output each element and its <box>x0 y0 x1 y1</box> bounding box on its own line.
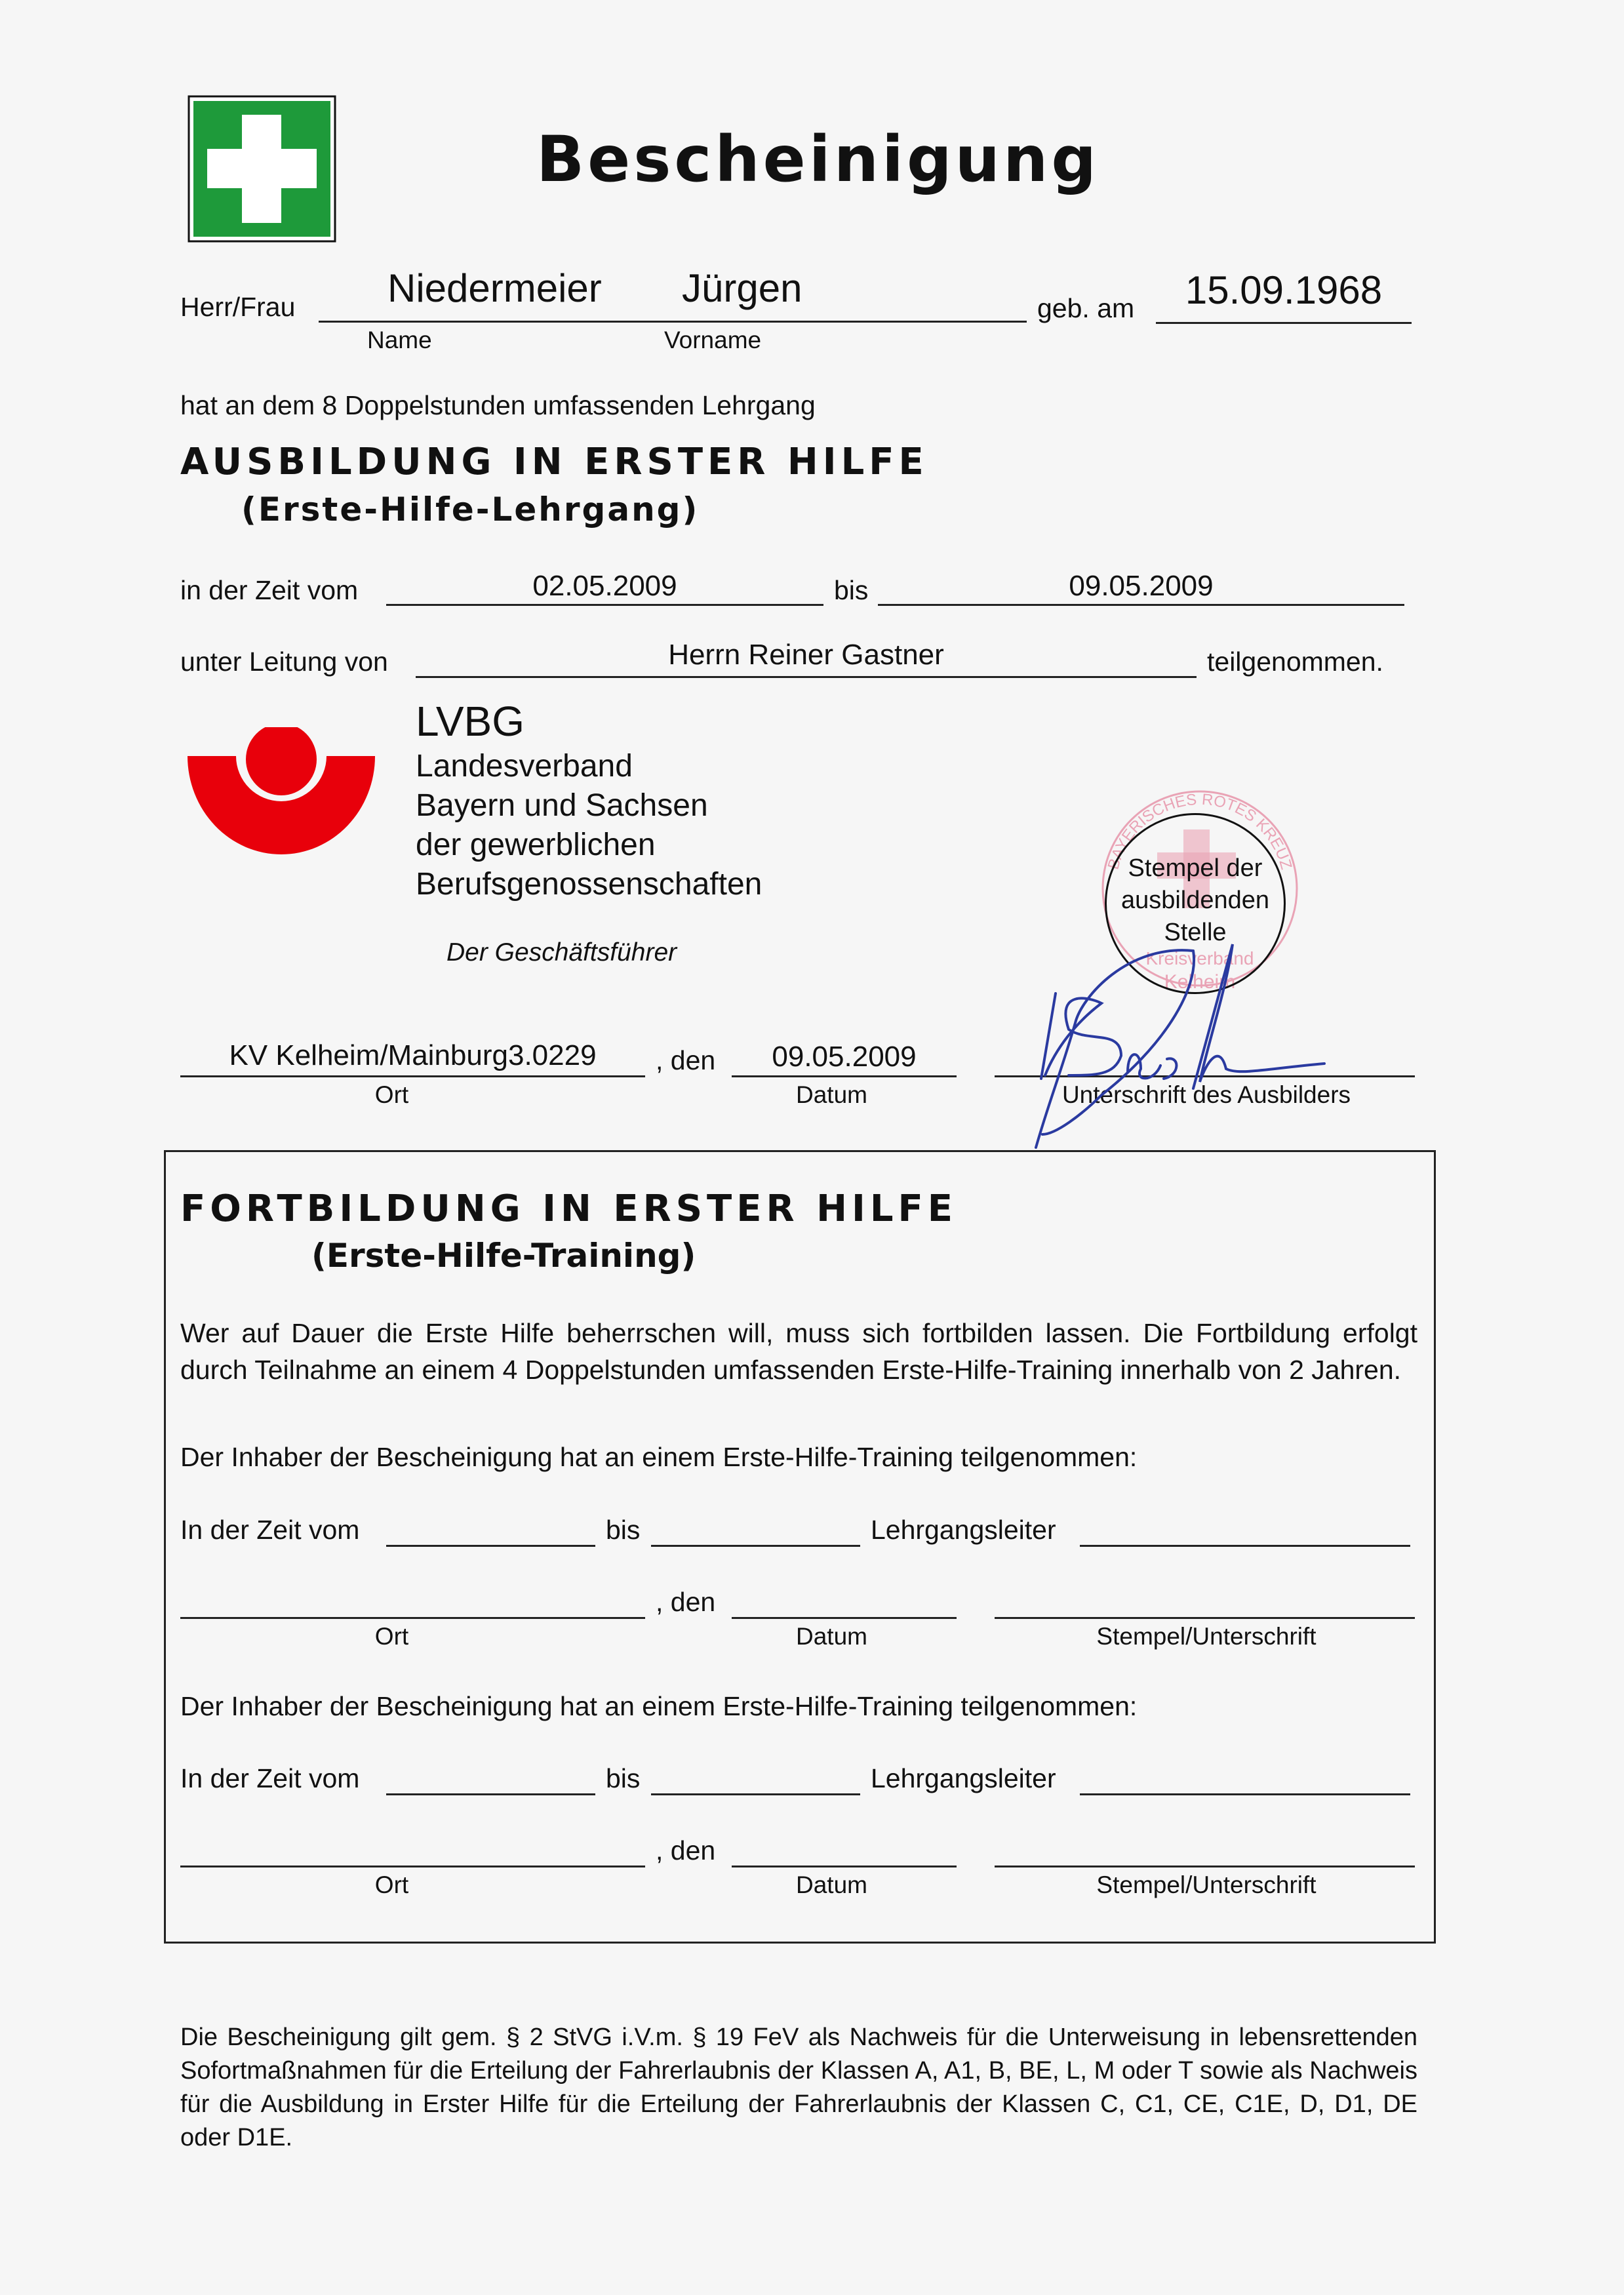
stamp-line: ausbildenden <box>1120 887 1270 914</box>
period-label: In der Zeit vom <box>180 1763 360 1793</box>
last-name-value: Niedermeier <box>387 266 602 310</box>
to-date-line <box>878 604 1404 606</box>
name-label: Name <box>367 327 432 353</box>
date-field[interactable] <box>732 1617 957 1619</box>
lead-label: unter Leitung von <box>180 647 388 677</box>
first-name-label: Vorname <box>664 327 762 353</box>
leader-field[interactable] <box>1080 1545 1410 1547</box>
handwritten-signature <box>1029 918 1331 1161</box>
place-field[interactable] <box>180 1617 645 1619</box>
training-subheading: (Erste-Hilfe-Training) <box>311 1237 696 1275</box>
sign-field[interactable] <box>995 1866 1415 1867</box>
to-label: bis <box>606 1515 641 1545</box>
leader-field[interactable] <box>1080 1793 1410 1795</box>
training-paragraph <box>180 1315 1417 1388</box>
birth-date-value: 15.09.1968 <box>1185 268 1383 312</box>
org-line: Landesverband <box>416 749 633 784</box>
den-label: , den <box>656 1835 716 1866</box>
stamp-lettering: BAYERISCHES ROTES KREUZ <box>1104 790 1296 872</box>
course-subheading: (Erste-Hilfe-Lehrgang) <box>241 490 700 529</box>
date-line <box>732 1075 957 1077</box>
date-label: Datum <box>796 1081 867 1108</box>
to-date-field[interactable] <box>651 1793 860 1795</box>
stamp-line: Stelle <box>1164 919 1227 946</box>
org-line: der gewerblichen <box>416 828 656 862</box>
instructor-line <box>416 676 1197 678</box>
from-date-field[interactable] <box>386 1793 595 1795</box>
signature-label: Unterschrift des Ausbilders <box>1061 1081 1351 1108</box>
from-date-field[interactable] <box>386 1545 595 1547</box>
org-line: Bayern und Sachsen <box>416 788 708 823</box>
to-date-field[interactable] <box>651 1545 860 1547</box>
holder-text: Der Inhaber der Bescheinigung hat an einem Erste-Hilfe-Training teilgenommen: <box>180 1442 1138 1472</box>
place-label: Ort <box>374 1081 409 1108</box>
org-abbr: LVBG <box>416 698 525 745</box>
place-line <box>180 1075 645 1077</box>
training-paragraph-text: Wer auf Dauer die Erste Hilfe beherrschen will, muss sich fortbilden lassen. Die Fortbildung erfolgt durch Teilnahme an einem 4 Doppelstunden umfassenden Erste-Hilfe-Training innerhalb von 2 Jahren. <box>180 1318 1417 1385</box>
date-label: Datum <box>796 1623 867 1650</box>
place-label: Ort <box>374 1871 409 1898</box>
holder-text: Der Inhaber der Bescheinigung hat an einem Erste-Hilfe-Training teilgenommen: <box>180 1691 1138 1721</box>
page-title: Bescheinigung <box>536 123 1100 196</box>
training-heading: FORTBILDUNG IN ERSTER HILFE <box>180 1187 958 1230</box>
from-date-value: 02.05.2009 <box>532 570 677 602</box>
place-label: Ort <box>374 1623 409 1650</box>
stamp-line: Stempel der <box>1128 854 1263 882</box>
stamp-lettering: Kelheim <box>1164 971 1236 993</box>
period-label: in der Zeit vom <box>180 575 359 605</box>
date-field[interactable] <box>732 1866 957 1867</box>
course-intro: hat an dem 8 Doppelstunden umfassenden Lehrgang <box>180 390 816 420</box>
leader-label: Lehrgangsleiter <box>871 1515 1056 1545</box>
den-label: , den <box>656 1045 716 1075</box>
legal-footer <box>180 2021 1417 2155</box>
instructor-value: Herrn Reiner Gastner <box>668 639 944 671</box>
name-line <box>319 321 1027 323</box>
to-label: bis <box>834 575 869 605</box>
first-aid-cross-icon <box>188 95 336 243</box>
stamp-lettering: Kreisverband <box>1145 948 1254 968</box>
org-line: Berufsgenossenschaften <box>416 867 762 902</box>
birth-label: geb. am <box>1037 293 1135 323</box>
den-label: , den <box>656 1587 716 1617</box>
from-date-line <box>386 604 823 606</box>
legal-footer-text: Die Bescheinigung gilt gem. § 2 StVG i.V.m. § 19 FeV als Nachweis für die Unterweisung in lebensrettenden Sofortmaßnahmen für die Erteilung der Fahrerlaubnis der Klassen A, A1, B, BE, L, M oder T sowie als Nachweis für die Ausbildung in Erster Hilfe für die Erteilung der Fahrerlaubnis der Klassen C, C1, CE, C1E, D, D1, DE oder D1E. <box>180 2024 1417 2151</box>
lvbg-logo-icon <box>188 727 375 854</box>
to-date-value: 09.05.2009 <box>1069 570 1214 602</box>
sign-field[interactable] <box>995 1617 1415 1619</box>
course-heading: AUSBILDUNG IN ERSTER HILFE <box>180 441 928 483</box>
signatory-label: Der Geschäftsführer <box>446 938 677 967</box>
sign-label: Stempel/Unterschrift <box>1096 1871 1317 1898</box>
issue-date-value: 09.05.2009 <box>772 1041 917 1073</box>
place-field[interactable] <box>180 1866 645 1867</box>
place-value: KV Kelheim/Mainburg3.0229 <box>229 1039 597 1071</box>
first-name-value: Jürgen <box>682 266 802 310</box>
period-label: In der Zeit vom <box>180 1515 360 1545</box>
sign-label: Stempel/Unterschrift <box>1096 1623 1317 1650</box>
date-label: Datum <box>796 1871 867 1898</box>
to-label: bis <box>606 1763 641 1793</box>
salutation-label: Herr/Frau <box>180 292 296 322</box>
birth-line <box>1156 322 1412 324</box>
leader-label: Lehrgangsleiter <box>871 1763 1056 1793</box>
participated-label: teilgenommen. <box>1207 647 1383 677</box>
